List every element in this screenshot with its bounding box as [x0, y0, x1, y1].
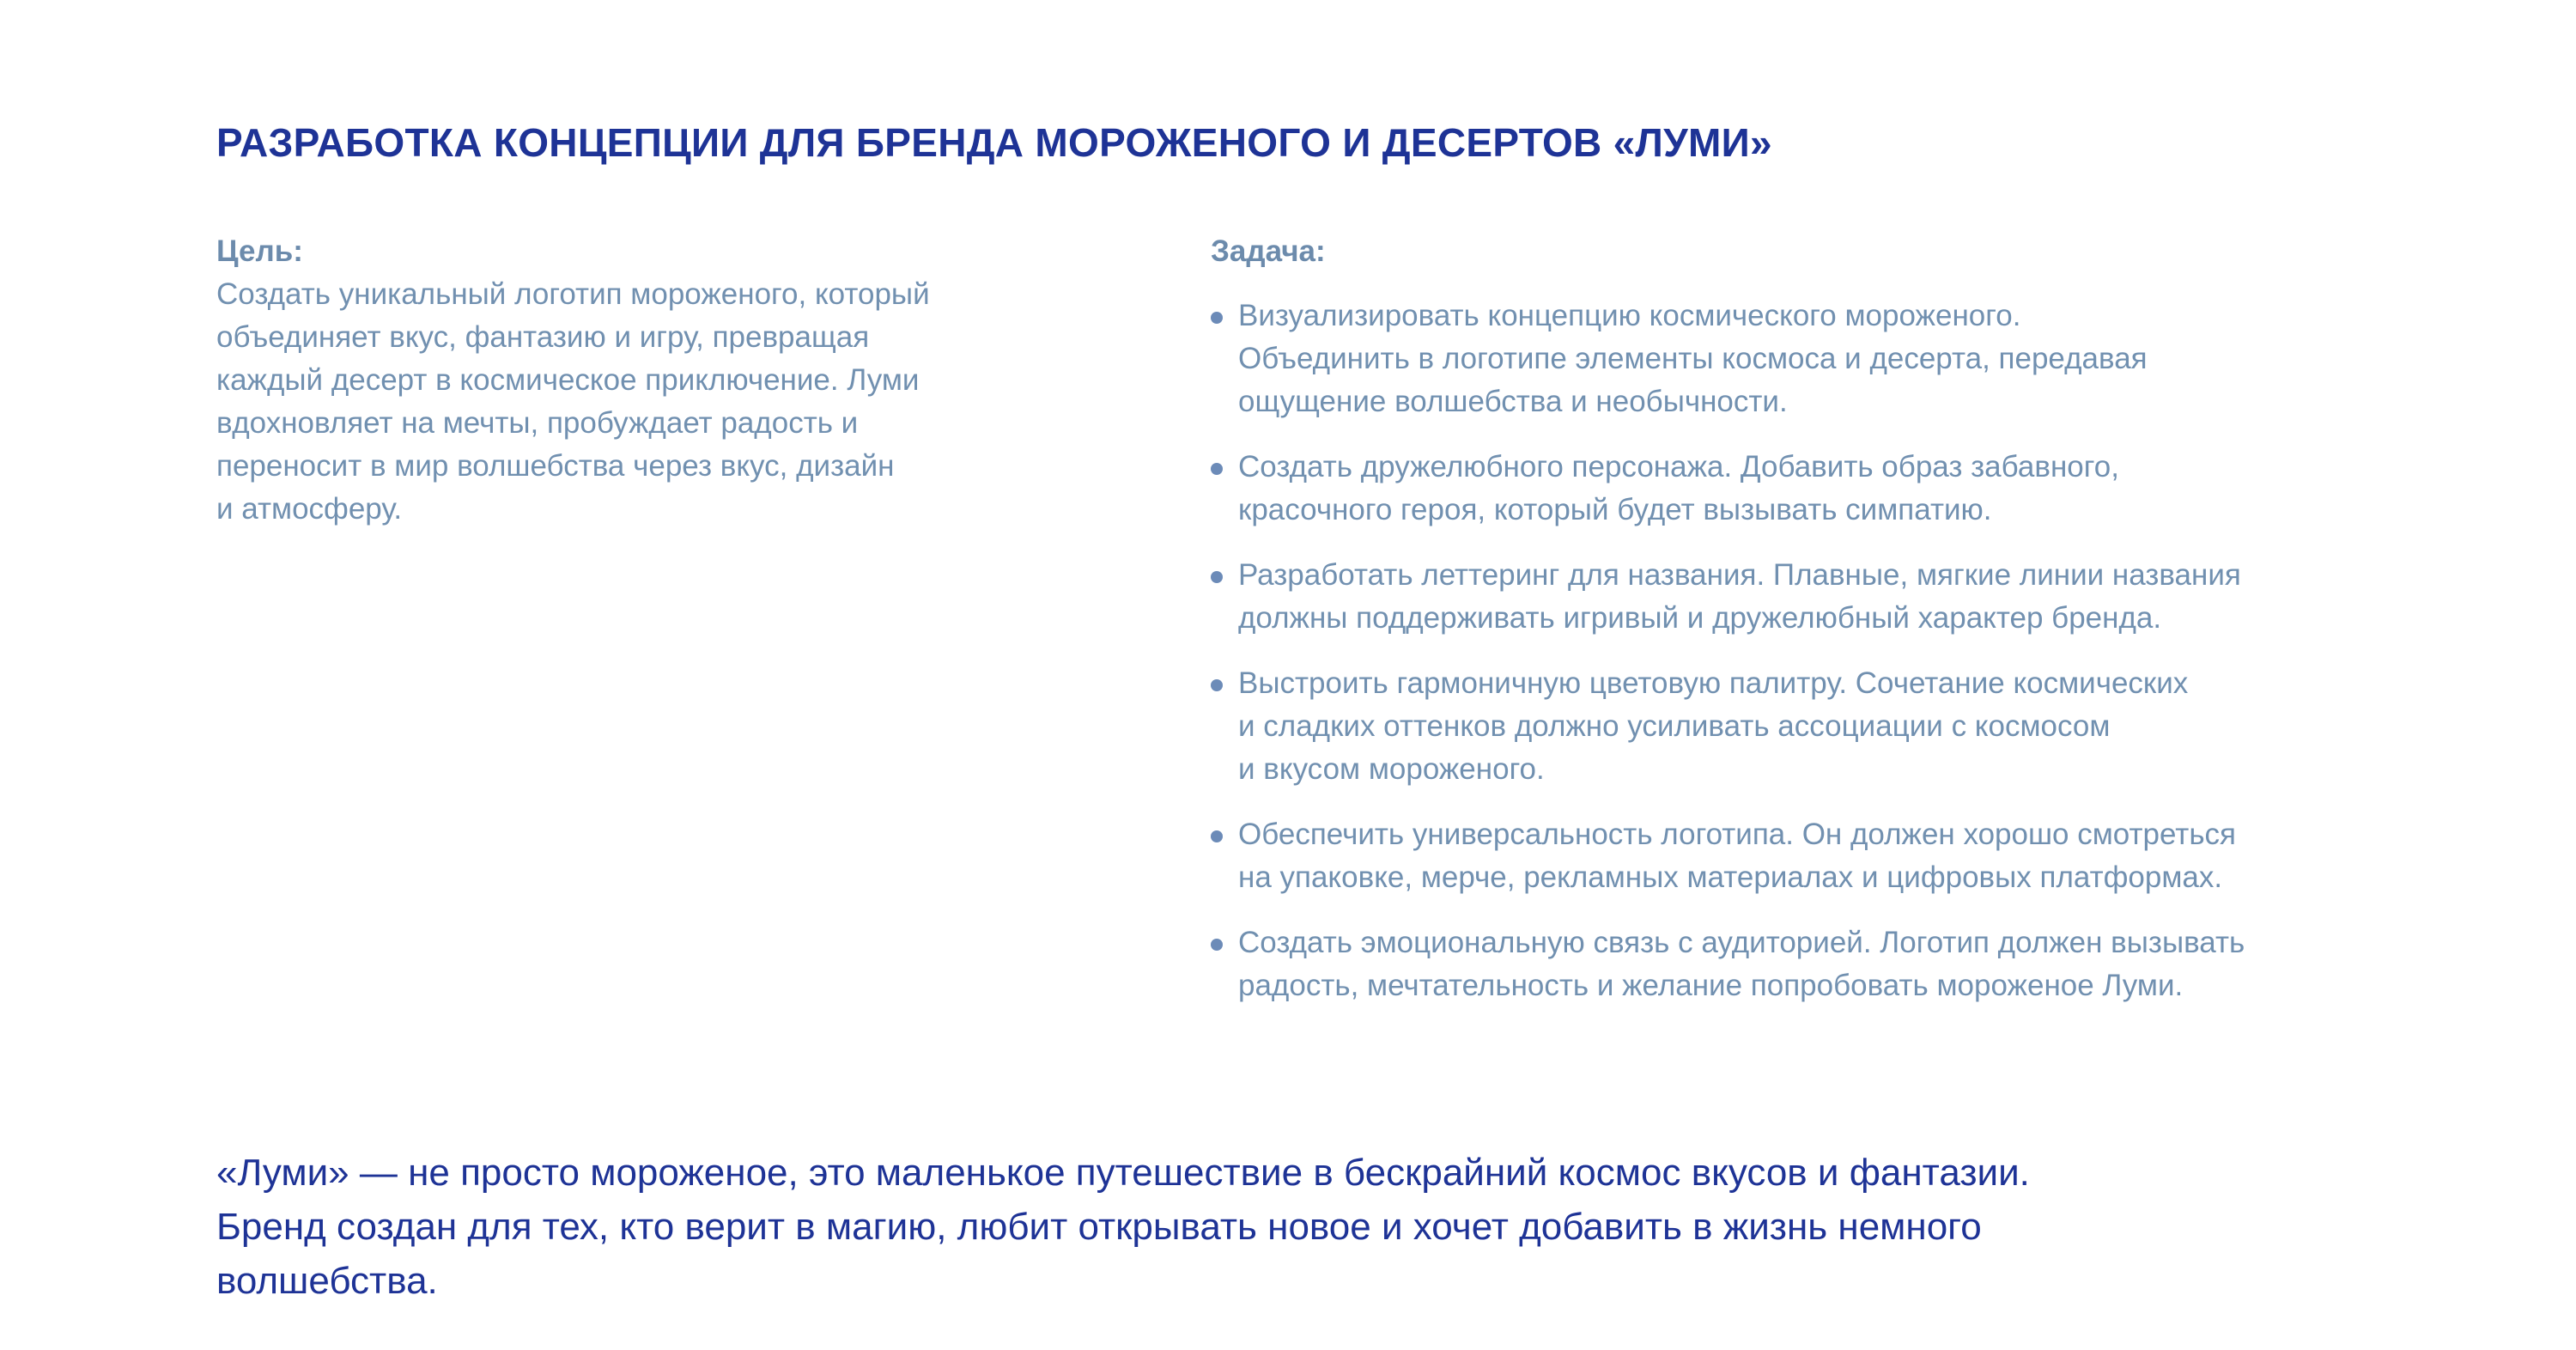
bullet-dot-icon	[1211, 571, 1223, 583]
task-item	[1211, 921, 2413, 1007]
task-item	[1211, 813, 2413, 899]
task-item	[1211, 554, 2413, 640]
task-item-text: Визуализировать концепцию космического мороженого. Объединить в логотипе элементы космоса и десерта, передавая ощущение волшебства и необычности.	[1238, 299, 2148, 418]
task-item	[1211, 295, 2413, 423]
bullet-dot-icon	[1211, 830, 1223, 842]
bullet-dot-icon	[1211, 679, 1223, 691]
goal-section	[216, 230, 1058, 531]
task-label: Задача:	[1211, 234, 1326, 268]
goal-text: Создать уникальный логотип мороженого, который объединяет вкус, фантазию и игру, превращая каждый десерт в космическое приключение. Луми вдохновляет на мечты, пробуждает радость и переносит в мир волшебства через вкус, дизайн и атмосферу.	[216, 277, 930, 526]
goal-label: Цель:	[216, 234, 303, 268]
bullet-dot-icon	[1211, 939, 1223, 951]
task-item-text: Создать дружелюбного персонажа. Добавить образ забавного, красочного героя, который будет вызывать симпатию.	[1238, 450, 2119, 526]
closing-statement: «Луми» — не просто мороженое, это маленькое путешествие в бескрайний космос вкусов и фантазии. Бренд создан для тех, кто верит в магию, любит открывать новое и хочет добавить в жизнь немного волшебства.	[216, 1152, 2030, 1302]
page-title: РАЗРАБОТКА КОНЦЕПЦИИ ДЛЯ БРЕНДА МОРОЖЕНОГО И ДЕСЕРТОВ «ЛУМИ»	[216, 120, 1772, 165]
task-item-text: Обеспечить универсальность логотипа. Он должен хорошо смотреться на упаковке, мерче, рекламных материалах и цифровых платформах.	[1238, 818, 2237, 894]
task-item	[1211, 446, 2413, 532]
task-item-text: Разработать леттеринг для названия. Плавные, мягкие линии названия должны поддерживать игривый и дружелюбный характер бренда.	[1238, 558, 2241, 635]
task-item-text: Создать эмоциональную связь с аудиторией. Логотип должен вызывать радость, мечтательность и желание попробовать мороженое Луми.	[1238, 926, 2245, 1002]
task-item-text: Выстроить гармоничную цветовую палитру. Сочетание космических и сладких оттенков должно усиливать ассоциации с космосом и вкусом мороженого.	[1238, 666, 2189, 786]
bullet-dot-icon	[1211, 463, 1223, 475]
task-list	[1211, 295, 2413, 1030]
bullet-dot-icon	[1211, 312, 1223, 324]
task-item	[1211, 662, 2413, 791]
task-section	[1211, 230, 2413, 1002]
